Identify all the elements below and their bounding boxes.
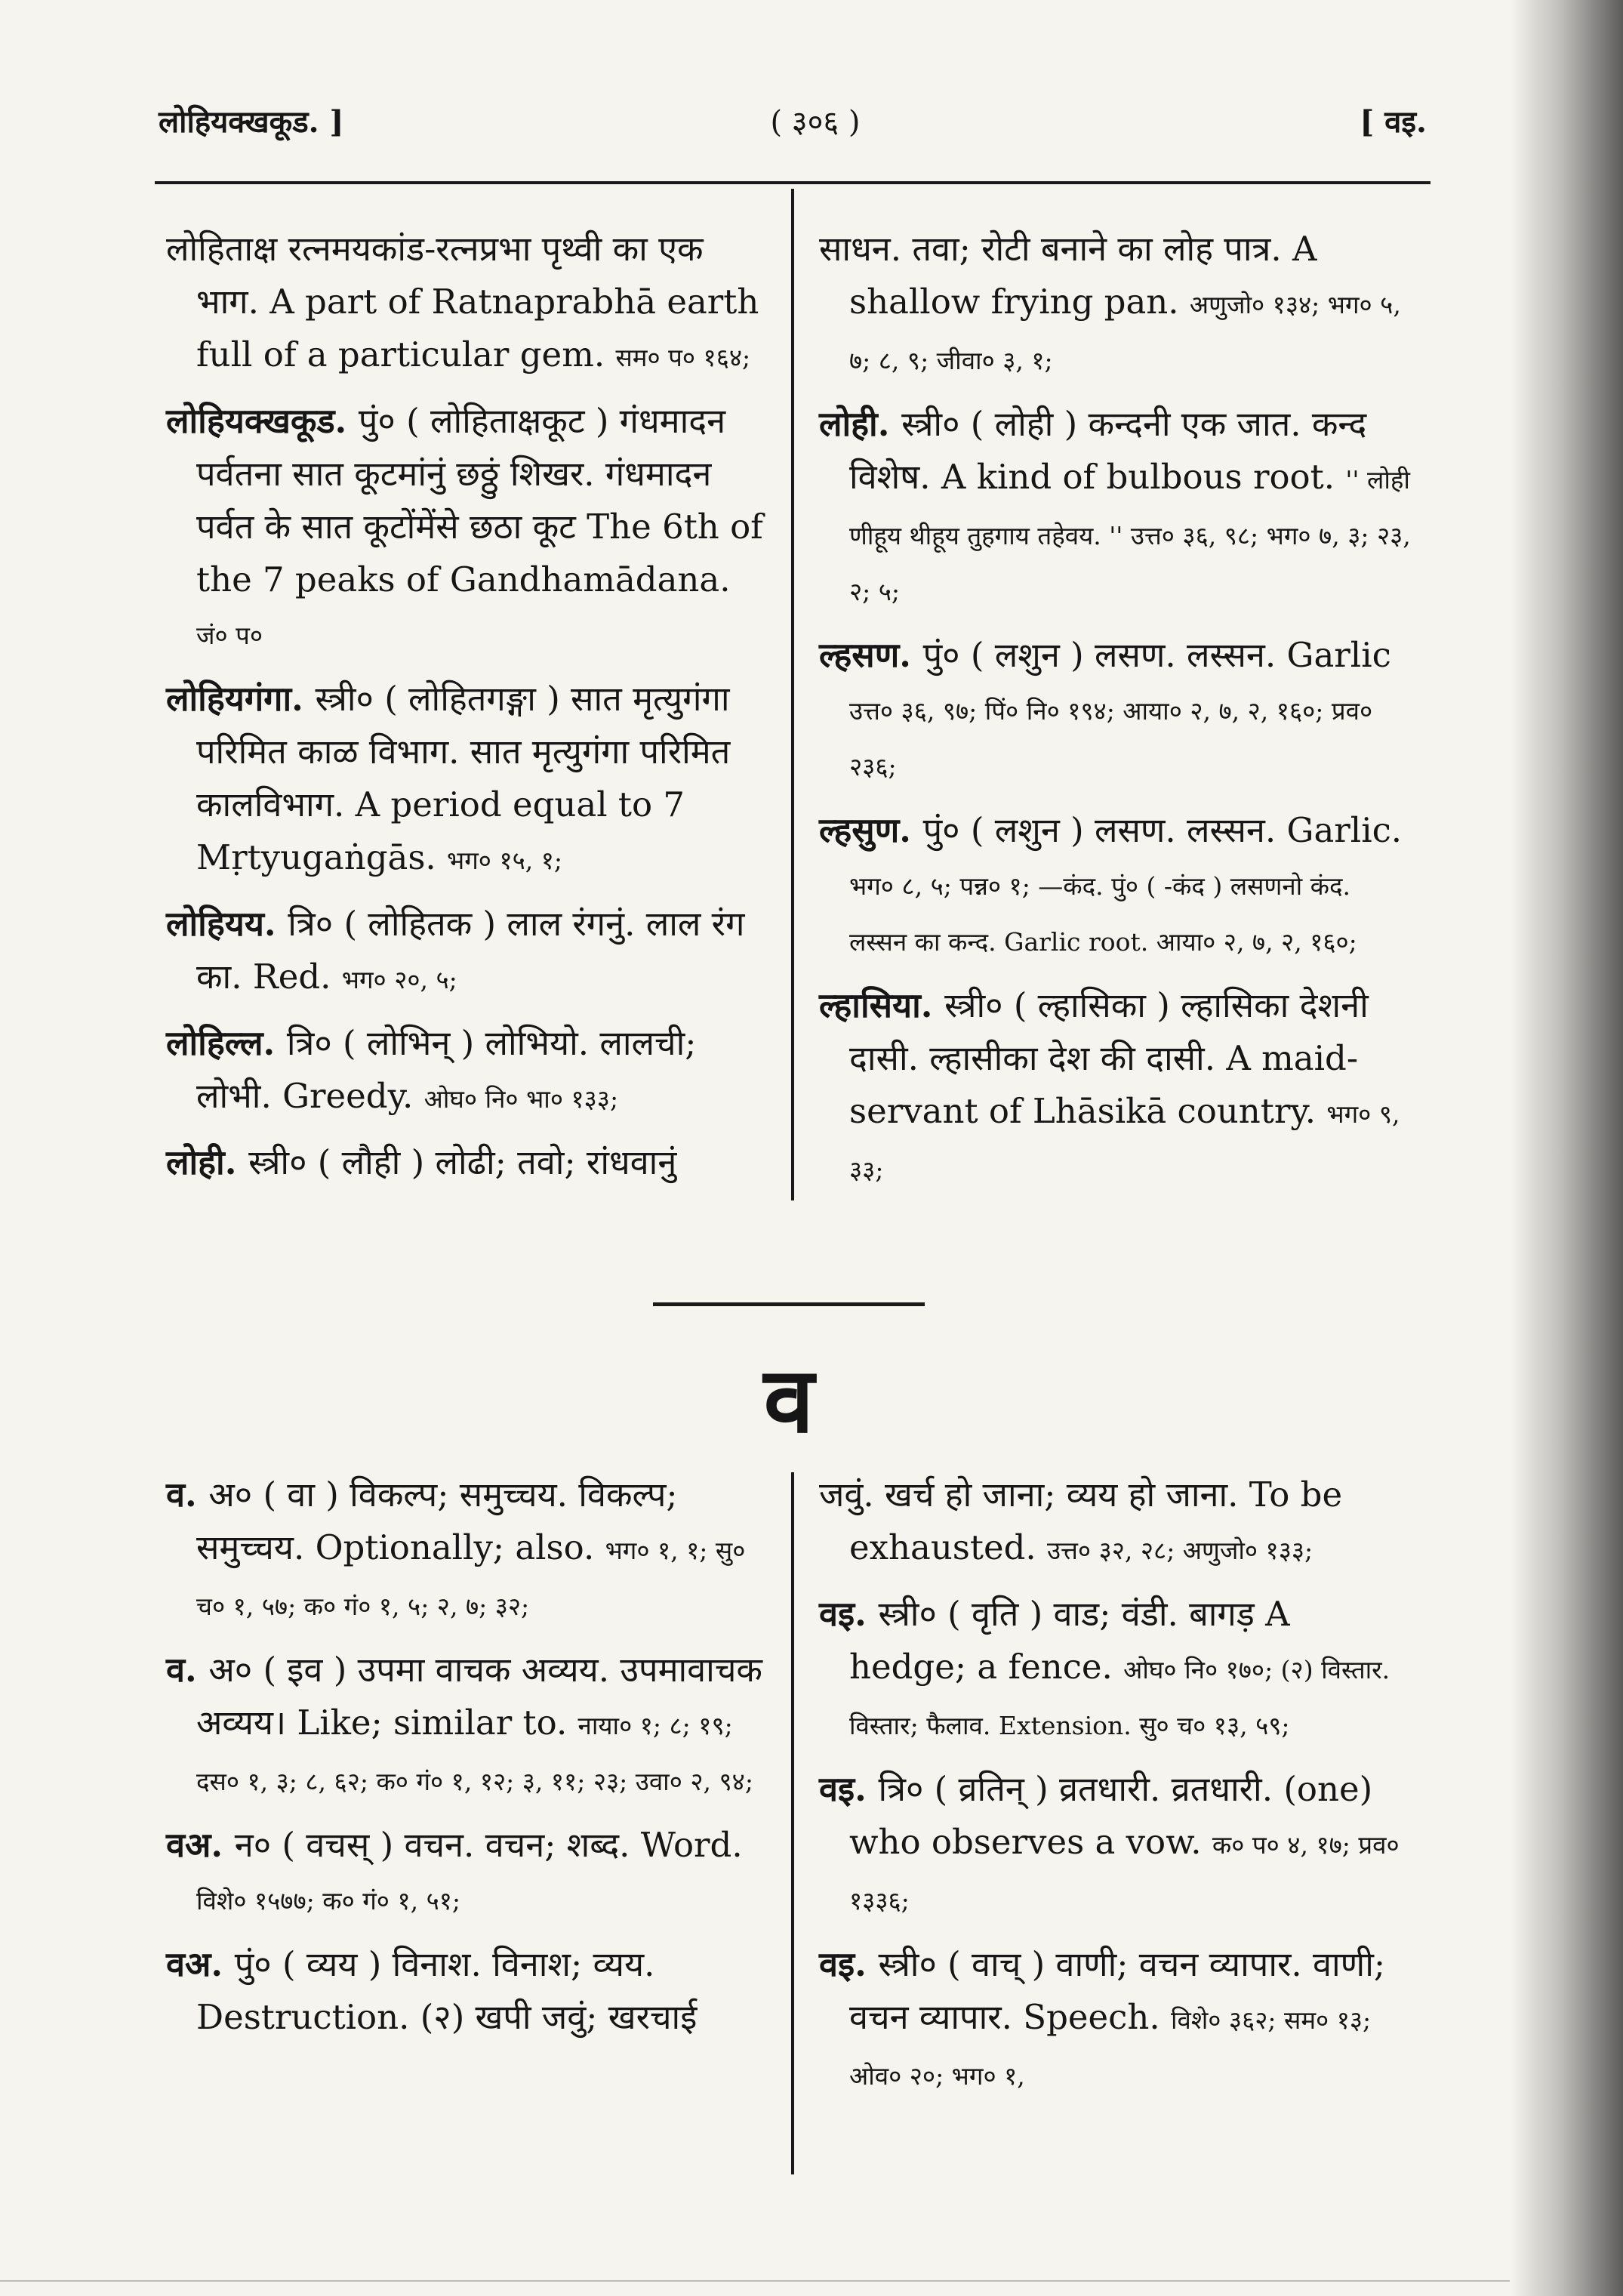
entry-definition: स्त्री० ( लोहितगङ्गा ) सात मृत्युगंगा परिमित काळ विभाग. सात मृत्युगंगा परिमित कालविभाग. A period equal to 7 Mṛtyugaṅgās. xyxy=(196,679,731,877)
entry-definition: अ० ( इव ) उपमा वाचक अव्यय. उपमावाचक अव्यय। Like; similar to. xyxy=(196,1650,762,1743)
entry-headword: ल्हासिया. xyxy=(819,985,945,1025)
entry-headword: वइ. xyxy=(819,1594,879,1634)
section-letter-heading: व xyxy=(763,1347,815,1453)
section1-right-column xyxy=(819,223,1415,1207)
dictionary-entry xyxy=(819,1469,1415,1577)
dictionary-entry xyxy=(819,629,1415,794)
entry-definition: स्त्री० ( वृति ) वाड; वंडी. बागड़ A hedge; a fence. xyxy=(849,1594,1290,1687)
entry-definition: स्त्री० ( ल्हासिका ) ल्हासिका देशनी दासी. ल्हासीका देश की दासी. A maid-servant of Lhāsikā country. xyxy=(849,985,1369,1131)
column-divider-bottom xyxy=(791,1472,794,2174)
header-rule xyxy=(155,181,1431,184)
entry-references: भग० ८, ५; पन्न० १; —कंद. पुं० ( -कंद ) लसणनो कंद. लस्सन का कन्द. Garlic root. आया० २, ७, २, १६०; xyxy=(849,871,1357,957)
entry-definition: पुं० ( व्यय ) विनाश. विनाश; व्यय. Destruction. (२) खपी जवुं; खरचाई xyxy=(196,1944,698,2037)
entry-headword: वइ. xyxy=(819,1944,879,1984)
entry-headword: ल्हसण. xyxy=(819,635,923,675)
entry-definition: स्त्री० ( लोही ) कन्दनी एक जात. कन्द विशेष. A kind of bulbous root. xyxy=(849,404,1367,497)
page-number: ( ३०६ ) xyxy=(770,105,861,140)
entry-references: भग० २०, ५; xyxy=(341,965,457,994)
entry-headword: लोहिल्ल. xyxy=(166,1023,287,1063)
entry-definition: त्रि० ( व्रतिन् ) व्रतधारी. व्रतधारी. (one) who observes a vow. xyxy=(849,1769,1373,1862)
entry-references: उत्त० ३२, २८; अणुजो० १३३; xyxy=(1047,1536,1313,1565)
entry-references: अणुजो० १३४; भग० ५, ७; ८, ९; जीवा० ३, १; xyxy=(849,290,1401,375)
dictionary-entry xyxy=(819,1763,1415,1928)
entry-references: सम० प० १६४; xyxy=(615,343,751,372)
column-divider-top xyxy=(791,189,794,1200)
entry-references: भग० १५, १; xyxy=(447,846,563,875)
entry-definition: न० ( वचस् ) वचन. वचन; शब्द. Word. xyxy=(234,1825,743,1865)
entry-headword: व. xyxy=(166,1475,209,1515)
dictionary-entry xyxy=(166,673,770,887)
header-right-guide-word: [ वइ. xyxy=(1360,104,1427,140)
page-bottom-edge xyxy=(0,2280,1510,2282)
section-separator-rule xyxy=(653,1302,925,1306)
dictionary-entry xyxy=(166,1819,770,1928)
dictionary-entry xyxy=(819,1938,1415,2103)
entry-definition: पुं० ( लोहिताक्षकूट ) गंधमादन पर्वतना सात कूटमांनुं छठ्ठुं शिखर. गंधमादन पर्वत के सात कूटोंमेंसे छठा कूट The 6th of the 7 peaks of Gandhamādana. xyxy=(196,401,763,599)
section2-right-column xyxy=(819,1469,1415,2113)
entry-references: उत्त० ३६, ९७; पिं० नि० १९४; आया० २, ७, २, १६०; प्रव० २३६; xyxy=(849,696,1373,781)
dictionary-entry xyxy=(819,1588,1415,1752)
entry-references: भग० ९, ३३; xyxy=(849,1099,1400,1185)
dictionary-entry xyxy=(166,223,770,384)
dictionary-entry xyxy=(166,1644,770,1808)
dictionary-entry xyxy=(166,1469,770,1633)
entry-references: ओघ० नि० भा० १३३; xyxy=(423,1084,619,1114)
entry-definition: जवुं. खर्च हो जाना; व्यय हो जाना. To be exhausted. xyxy=(819,1475,1343,1567)
entry-definition: अ० ( वा ) विकल्प; समुच्चय. विकल्प; समुच्चय. Optionally; also. xyxy=(196,1475,678,1567)
page-header xyxy=(159,91,1427,151)
dictionary-entry xyxy=(166,898,770,1006)
header-left-guide-word: लोहियक्खकूड. ] xyxy=(159,104,344,140)
entry-definition: पुं० ( लशुन ) लसण. लस्सन. Garlic. xyxy=(922,810,1403,850)
entry-headword: लोही. xyxy=(166,1142,249,1182)
entry-definition: त्रि० ( लोभिन् ) लोभियो. लालची; लोभी. Greedy. xyxy=(196,1023,697,1116)
entry-headword: वअ. xyxy=(166,1944,235,1984)
dictionary-entry xyxy=(819,804,1415,969)
page-edge-shadow xyxy=(1510,0,1623,2296)
entry-definition: स्त्री० ( लौही ) लोढी; तवो; रांधवानुं xyxy=(248,1142,677,1182)
entry-headword: व. xyxy=(166,1650,209,1690)
dictionary-entry xyxy=(819,398,1415,618)
entry-headword: ल्हसुण. xyxy=(819,810,923,850)
entry-definition: साधन. तवा; रोटी बनाने का लोह पात्र. A shallow frying pan. xyxy=(819,229,1317,322)
entry-headword: वअ. xyxy=(166,1825,235,1865)
entry-references: जं० प० xyxy=(196,621,263,650)
entry-headword: लोही. xyxy=(819,404,902,444)
entry-headword: वइ. xyxy=(819,1769,879,1809)
entry-references: नाया० १; ८; १९; दस० १, ३; ८, ६२; क० गं० १, १२; ३, ११; २३; उवा० २, ९४; xyxy=(196,1711,753,1796)
entry-headword: लोहियक्खकूड. xyxy=(166,401,359,441)
entry-definition: स्त्री० ( वाच् ) वाणी; वचन व्यापार. वाणी; वचन व्यापार. Speech. xyxy=(849,1944,1386,2037)
entry-definition: त्रि० ( लोहितक ) लाल रंगनुं. लाल रंग का. Red. xyxy=(196,904,745,997)
entry-headword: लोहियय. xyxy=(166,904,288,944)
entry-references: क० प० ४, १७; प्रव० १३३६; xyxy=(849,1830,1400,1915)
entry-references: भग० १, १; सु० च० १, ५७; क० गं० १, ५; २, ७; ३२; xyxy=(196,1536,746,1621)
dictionary-entry xyxy=(166,395,770,662)
entry-references: '' लोही णीहूय थीहूय तुहगाय तहेवय. '' उत्त० ३६, ९८; भग० ७, ३; २३, २; ५; xyxy=(849,465,1411,606)
entry-references: विशे० ३६२; सम० १३; ओव० २०; भग० १, xyxy=(849,2005,1372,2091)
entry-references: विशे० १५७७; क० गं० १, ५१; xyxy=(196,1886,461,1915)
section1-left-column xyxy=(166,223,770,1200)
entry-definition: पुं० ( लशुन ) लसण. लस्सन. Garlic xyxy=(922,635,1391,675)
entry-definition: लोहिताक्ष रत्नमयकांड-रत्नप्रभा पृथ्वी का एक भाग. A part of Ratnaprabhā earth full of a particular gem. xyxy=(166,229,759,374)
dictionary-entry xyxy=(819,223,1415,387)
dictionary-entry xyxy=(166,1136,770,1189)
entry-references: ओघ० नि० १७०; (२) विस्तार. विस्तार; फैलाव. Extension. सु० च० १३, ५९; xyxy=(849,1655,1390,1740)
dictionary-entry xyxy=(166,1017,770,1126)
dictionary-entry xyxy=(819,979,1415,1197)
dictionary-entry xyxy=(166,1938,770,2044)
section2-left-column xyxy=(166,1469,770,2054)
entry-headword: लोहियगंगा. xyxy=(166,679,316,719)
